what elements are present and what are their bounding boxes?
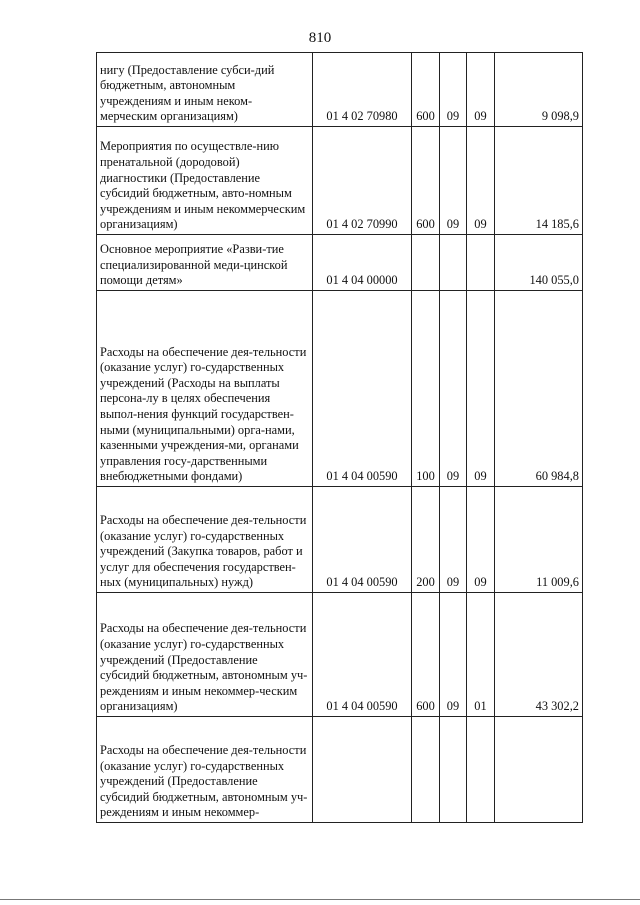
row-name: Расходы на обеспечение дея-тельности (оказание услуг) го-сударственных учреждений (Предоставление субсидий бюджетным, автономным уч-реждениям и иным некоммер-ческим организациям) [97, 593, 313, 717]
row-expense-type: 600 [412, 593, 440, 717]
row-name: Основное мероприятие «Разви-тие специализированной меди-цинской помощи детям» [97, 235, 313, 291]
row-amount: 9 098,9 [495, 53, 583, 127]
table-row [97, 235, 583, 291]
table-row [97, 717, 583, 823]
budget-table [96, 52, 583, 823]
row-name: Расходы на обеспечение дея-тельности (оказание услуг) го-сударственных учреждений (Расходы на выплаты персона-лу в целях обеспечения выпол-нения функций государствен-ными (муниципальными) орга-нами, казенными учреждения-ми, органами управления госу-дарственными внебюджетными фондами) [97, 291, 313, 487]
row-section: 09 [440, 127, 467, 235]
row-subsection: 09 [467, 487, 495, 593]
page-bottom-rule [0, 899, 640, 900]
row-subsection: 01 [467, 593, 495, 717]
row-name: Мероприятия по осуществле-нию пренатальной (дородовой) диагностики (Предоставление субсидий бюджетным, авто-номным учреждениям и иным некоммерческим организациям) [97, 127, 313, 235]
row-code: 01 4 04 00590 [313, 593, 412, 717]
row-name: нигу (Предоставление субси-дий бюджетным, автономным учреждениям и иным неком-мерческим организациям) [97, 53, 313, 127]
row-amount: 11 009,6 [495, 487, 583, 593]
row-subsection: 09 [467, 53, 495, 127]
row-code: 01 4 02 70980 [313, 53, 412, 127]
row-code: 01 4 04 00590 [313, 291, 412, 487]
table-row [97, 291, 583, 487]
row-section [440, 235, 467, 291]
row-code: 01 4 04 00000 [313, 235, 412, 291]
page-number: 810 [308, 30, 332, 46]
row-code [313, 717, 412, 823]
row-name: Расходы на обеспечение дея-тельности (оказание услуг) го-сударственных учреждений (Закупка товаров, работ и услуг для обеспечения государствен-ных (муниципальных) нужд) [97, 487, 313, 593]
row-amount: 43 302,2 [495, 593, 583, 717]
row-amount: 14 185,6 [495, 127, 583, 235]
row-expense-type: 100 [412, 291, 440, 487]
row-expense-type: 200 [412, 487, 440, 593]
row-expense-type [412, 717, 440, 823]
row-amount [495, 717, 583, 823]
row-name: Расходы на обеспечение дея-тельности (оказание услуг) го-сударственных учреждений (Предоставление субсидий бюджетным, автономным уч-реждениям и иным некоммер- [97, 717, 313, 823]
row-expense-type: 600 [412, 53, 440, 127]
row-section: 09 [440, 291, 467, 487]
row-subsection [467, 717, 495, 823]
row-section: 09 [440, 593, 467, 717]
row-section: 09 [440, 53, 467, 127]
row-section [440, 717, 467, 823]
row-section: 09 [440, 487, 467, 593]
row-subsection [467, 235, 495, 291]
row-code: 01 4 02 70990 [313, 127, 412, 235]
table-row [97, 127, 583, 235]
row-amount: 140 055,0 [495, 235, 583, 291]
table-row [97, 53, 583, 127]
table-row [97, 593, 583, 717]
row-expense-type [412, 235, 440, 291]
table-row [97, 487, 583, 593]
row-code: 01 4 04 00590 [313, 487, 412, 593]
row-subsection: 09 [467, 127, 495, 235]
row-subsection: 09 [467, 291, 495, 487]
row-amount: 60 984,8 [495, 291, 583, 487]
row-expense-type: 600 [412, 127, 440, 235]
